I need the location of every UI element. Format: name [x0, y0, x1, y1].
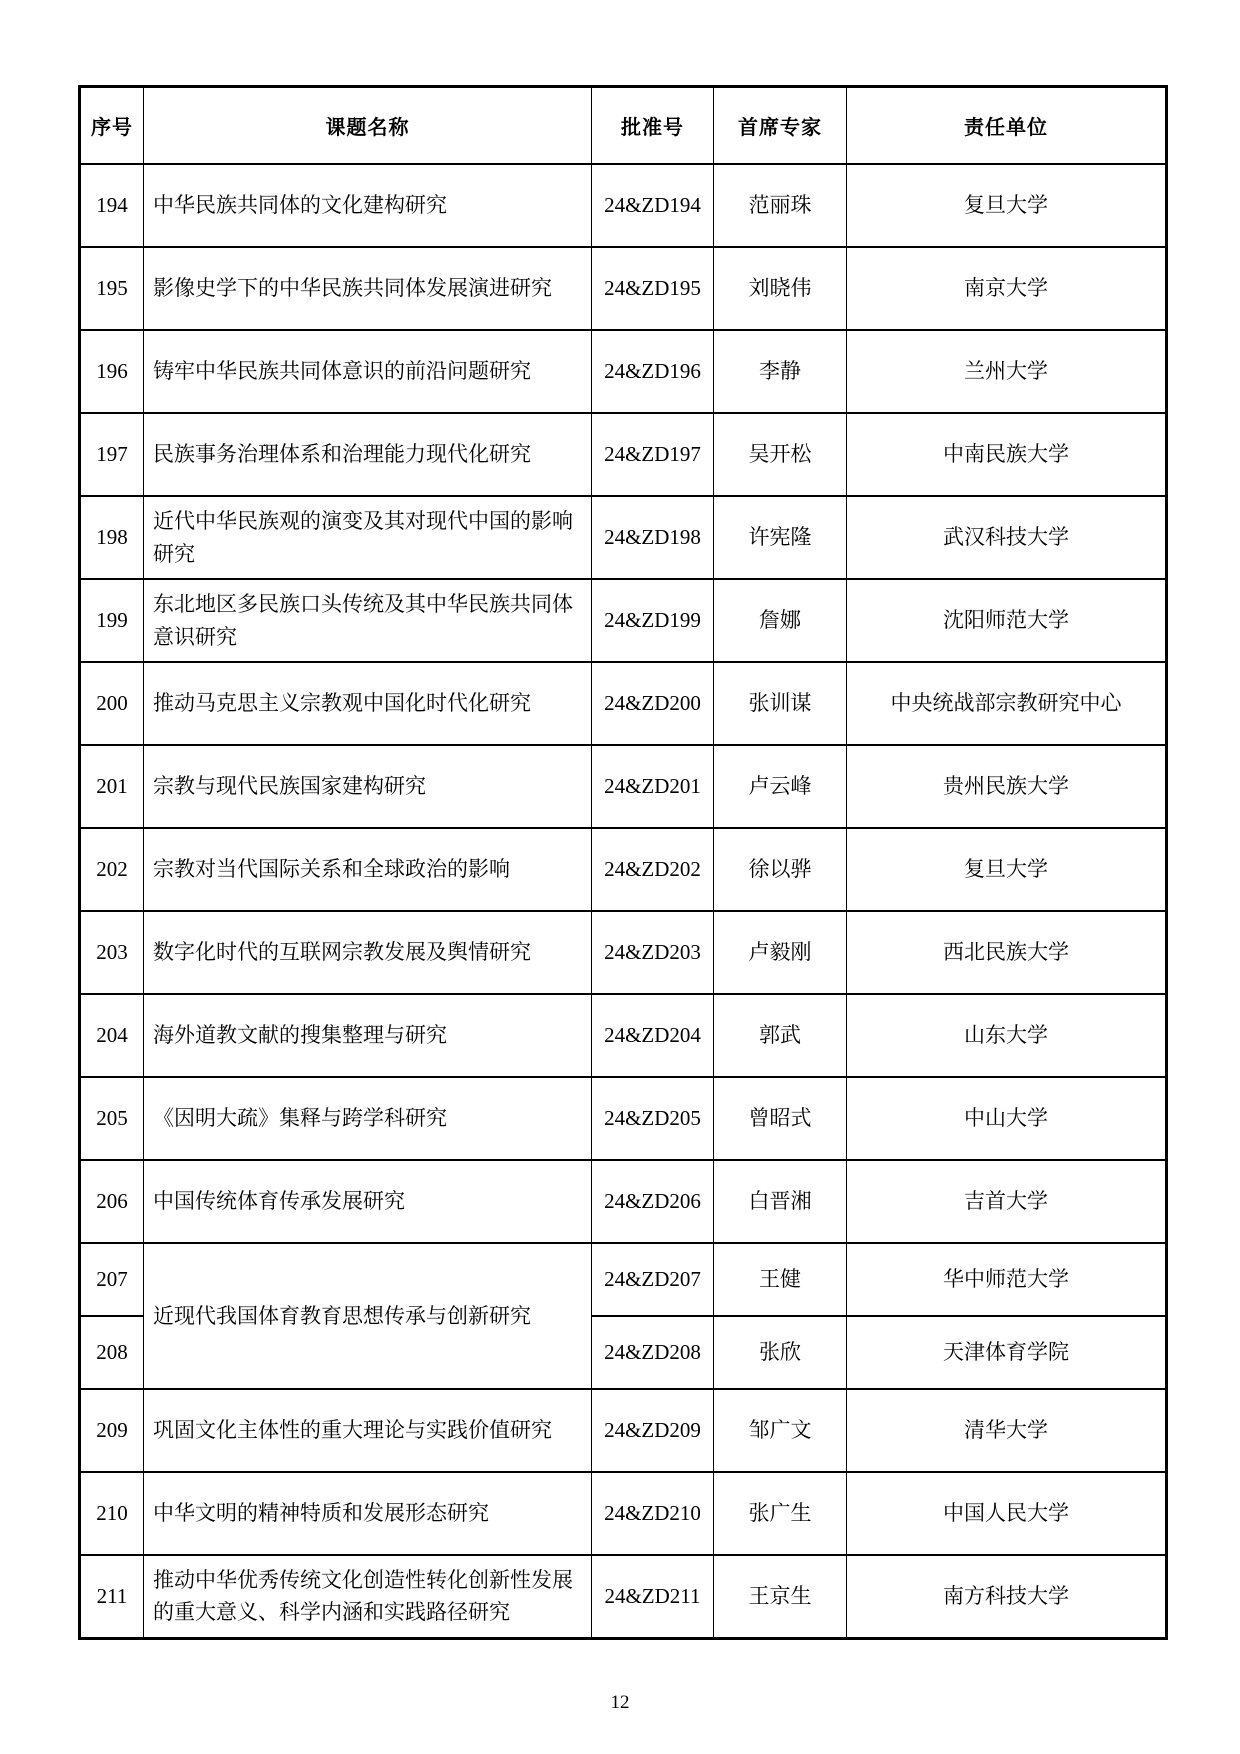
cell-org: 兰州大学: [847, 330, 1167, 413]
table-row: [80, 330, 1167, 413]
cell-no: 201: [80, 745, 144, 828]
cell-title: 推动马克思主义宗教观中国化时代化研究: [144, 662, 592, 745]
cell-expert: 张训谋: [714, 662, 847, 745]
cell-expert: 许宪隆: [714, 496, 847, 579]
cell-grant: 24&ZD197: [592, 413, 714, 496]
cell-expert: 曾昭式: [714, 1077, 847, 1160]
cell-expert: 张欣: [714, 1316, 847, 1389]
cell-no: 210: [80, 1472, 144, 1555]
cell-title: 中华民族共同体的文化建构研究: [144, 164, 592, 247]
cell-title: 东北地区多民族口头传统及其中华民族共同体意识研究: [144, 579, 592, 662]
cell-org: 西北民族大学: [847, 911, 1167, 994]
cell-title: 巩固文化主体性的重大理论与实践价值研究: [144, 1389, 592, 1472]
cell-grant: 24&ZD209: [592, 1389, 714, 1472]
table-row: [80, 994, 1167, 1077]
cell-title: 中华文明的精神特质和发展形态研究: [144, 1472, 592, 1555]
cell-no: 196: [80, 330, 144, 413]
cell-expert: 卢云峰: [714, 745, 847, 828]
cell-grant: 24&ZD199: [592, 579, 714, 662]
cell-org: 复旦大学: [847, 828, 1167, 911]
cell-no: 200: [80, 662, 144, 745]
cell-title-merged: 近现代我国体育教育思想传承与创新研究: [144, 1243, 592, 1389]
cell-org: 南京大学: [847, 247, 1167, 330]
cell-expert: 吴开松: [714, 413, 847, 496]
cell-org: 复旦大学: [847, 164, 1167, 247]
table-row: [80, 247, 1167, 330]
cell-expert: 詹娜: [714, 579, 847, 662]
cell-title: 近代中华民族观的演变及其对现代中国的影响研究: [144, 496, 592, 579]
header-row: [80, 87, 1167, 165]
cell-expert: 李静: [714, 330, 847, 413]
cell-expert: 王京生: [714, 1555, 847, 1638]
table-row: [80, 579, 1167, 662]
cell-grant: 24&ZD200: [592, 662, 714, 745]
cell-grant: 24&ZD202: [592, 828, 714, 911]
table-row: [80, 828, 1167, 911]
column-header-title: 课题名称: [144, 87, 592, 165]
cell-expert: 张广生: [714, 1472, 847, 1555]
cell-grant: 24&ZD195: [592, 247, 714, 330]
table-row: [80, 745, 1167, 828]
cell-org: 清华大学: [847, 1389, 1167, 1472]
cell-expert: 刘晓伟: [714, 247, 847, 330]
cell-title: 《因明大疏》集释与跨学科研究: [144, 1077, 592, 1160]
cell-grant: 24&ZD206: [592, 1160, 714, 1243]
cell-org: 中南民族大学: [847, 413, 1167, 496]
cell-grant: 24&ZD201: [592, 745, 714, 828]
cell-no: 198: [80, 496, 144, 579]
cell-grant: 24&ZD205: [592, 1077, 714, 1160]
cell-org: 华中师范大学: [847, 1243, 1167, 1316]
cell-org: 山东大学: [847, 994, 1167, 1077]
cell-expert: 王健: [714, 1243, 847, 1316]
cell-grant: 24&ZD210: [592, 1472, 714, 1555]
column-header-grant: 批准号: [592, 87, 714, 165]
column-header-expert: 首席专家: [714, 87, 847, 165]
cell-expert: 徐以骅: [714, 828, 847, 911]
table-row: [80, 496, 1167, 579]
cell-expert: 白晋湘: [714, 1160, 847, 1243]
table-row: [80, 1555, 1167, 1638]
cell-title: 影像史学下的中华民族共同体发展演进研究: [144, 247, 592, 330]
table-row: [80, 164, 1167, 247]
cell-no: 195: [80, 247, 144, 330]
column-header-no: 序号: [80, 87, 144, 165]
cell-title: 数字化时代的互联网宗教发展及舆情研究: [144, 911, 592, 994]
cell-org: 中央统战部宗教研究中心: [847, 662, 1167, 745]
cell-no: 211: [80, 1555, 144, 1638]
cell-no: 205: [80, 1077, 144, 1160]
projects-table: [78, 85, 1168, 1640]
cell-org: 天津体育学院: [847, 1316, 1167, 1389]
cell-grant: 24&ZD203: [592, 911, 714, 994]
cell-expert: 郭武: [714, 994, 847, 1077]
cell-title: 推动中华优秀传统文化创造性转化创新性发展的重大意义、科学内涵和实践路径研究: [144, 1555, 592, 1638]
cell-grant: 24&ZD207: [592, 1243, 714, 1316]
cell-no: 203: [80, 911, 144, 994]
cell-org: 沈阳师范大学: [847, 579, 1167, 662]
table-row: [80, 1077, 1167, 1160]
table-row: [80, 1389, 1167, 1472]
cell-org: 武汉科技大学: [847, 496, 1167, 579]
table-row: [80, 1472, 1167, 1555]
cell-org: 吉首大学: [847, 1160, 1167, 1243]
cell-no: 197: [80, 413, 144, 496]
cell-org: 中山大学: [847, 1077, 1167, 1160]
cell-title: 海外道教文献的搜集整理与研究: [144, 994, 592, 1077]
cell-title: 民族事务治理体系和治理能力现代化研究: [144, 413, 592, 496]
cell-no: 204: [80, 994, 144, 1077]
cell-no: 194: [80, 164, 144, 247]
cell-title: 宗教对当代国际关系和全球政治的影响: [144, 828, 592, 911]
cell-grant: 24&ZD211: [592, 1555, 714, 1638]
cell-no: 209: [80, 1389, 144, 1472]
cell-no: 202: [80, 828, 144, 911]
cell-org: 南方科技大学: [847, 1555, 1167, 1638]
cell-no: 208: [80, 1316, 144, 1389]
cell-title: 铸牢中华民族共同体意识的前沿问题研究: [144, 330, 592, 413]
table-row: [80, 911, 1167, 994]
cell-grant: 24&ZD198: [592, 496, 714, 579]
cell-expert: 邹广文: [714, 1389, 847, 1472]
page-number: 12: [610, 1692, 630, 1713]
cell-no: 206: [80, 1160, 144, 1243]
table-row: [80, 1243, 1167, 1316]
table-row: [80, 1160, 1167, 1243]
cell-title: 中国传统体育传承发展研究: [144, 1160, 592, 1243]
table-row: [80, 662, 1167, 745]
cell-expert: 卢毅刚: [714, 911, 847, 994]
cell-title: 宗教与现代民族国家建构研究: [144, 745, 592, 828]
cell-grant: 24&ZD204: [592, 994, 714, 1077]
cell-org: 贵州民族大学: [847, 745, 1167, 828]
cell-grant: 24&ZD196: [592, 330, 714, 413]
cell-grant: 24&ZD194: [592, 164, 714, 247]
cell-grant: 24&ZD208: [592, 1316, 714, 1389]
cell-org: 中国人民大学: [847, 1472, 1167, 1555]
cell-expert: 范丽珠: [714, 164, 847, 247]
column-header-org: 责任单位: [847, 87, 1167, 165]
cell-no: 199: [80, 579, 144, 662]
cell-no: 207: [80, 1243, 144, 1316]
table-row: [80, 413, 1167, 496]
